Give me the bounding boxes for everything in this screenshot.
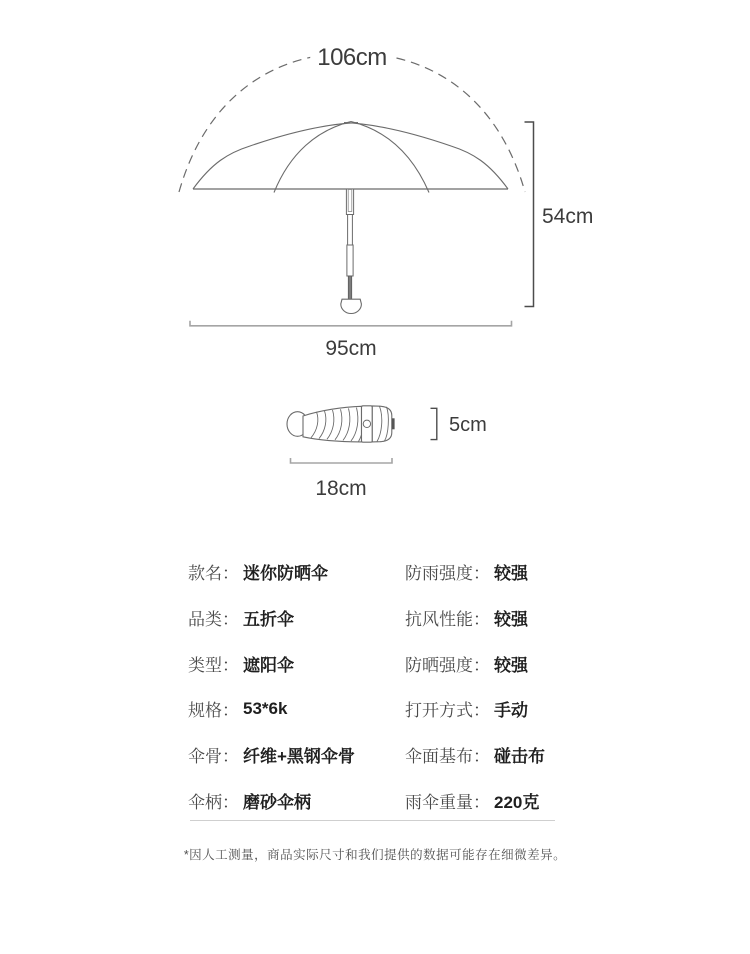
- spec-row-wind-resistance: [405, 595, 605, 641]
- spec-row-fabric: [405, 732, 605, 778]
- shaft-segment-1-inner: [348, 190, 352, 212]
- spec-row-rain-resistance: [405, 549, 605, 595]
- spec-label: 规格：: [188, 701, 239, 721]
- spec-value: 较强: [494, 610, 528, 630]
- spec-list-right: [405, 549, 605, 823]
- spec-value: 53*6k: [243, 698, 288, 718]
- spec-value: 五折伞: [243, 610, 294, 630]
- diameter-95cm-bracket: [190, 321, 512, 326]
- folded-length-18cm-bracket: [291, 458, 393, 463]
- spec-value: 迷你防晒伞: [243, 564, 328, 584]
- shaft-segment-3: [347, 245, 353, 276]
- spec-row-sun-protection: [405, 640, 605, 686]
- folded-height-5cm-bracket: [431, 408, 437, 439]
- spec-row-size: [188, 686, 398, 732]
- spec-row-open-method: [405, 686, 605, 732]
- dim-label-diameter: 95cm: [325, 337, 377, 360]
- spec-label: 防雨强度：: [405, 564, 490, 584]
- spec-row-ribs: [188, 732, 398, 778]
- spec-value: 磨砂伞柄: [243, 792, 311, 812]
- footnote-divider: [190, 820, 555, 821]
- spec-label: 抗风性能：: [405, 610, 490, 630]
- spec-row-category: [188, 595, 398, 641]
- shaft-segment-2: [348, 215, 353, 246]
- dim-label-folded-height: 5cm: [449, 414, 487, 436]
- dim-label-arc-width: 106cm: [310, 46, 394, 70]
- spec-label: 品类：: [188, 610, 239, 630]
- canopy-left-silhouette: [193, 123, 358, 189]
- spec-label: 伞柄：: [188, 792, 239, 812]
- spec-label: 雨伞重量：: [405, 792, 490, 812]
- dim-label-height: 54cm: [542, 205, 594, 228]
- spec-label: 防晒强度：: [405, 655, 490, 675]
- spec-row-type: [188, 640, 398, 686]
- spec-label: 款名：: [188, 564, 239, 584]
- folded-cap-tip: [392, 418, 395, 429]
- spec-value: 较强: [494, 564, 528, 584]
- spec-list-left: [188, 549, 398, 823]
- measurement-footnote: *因人工测量，商品实际尺寸和我们提供的数据可能存在细微差异。: [183, 848, 567, 862]
- spec-value: 较强: [494, 655, 528, 675]
- spec-row-name: [188, 549, 398, 595]
- spec-label: 类型：: [188, 655, 239, 675]
- spec-value: 220克: [494, 792, 540, 812]
- dim-label-folded-length: 18cm: [315, 477, 367, 500]
- spec-row-weight: [405, 777, 605, 823]
- canopy-left-rib: [274, 122, 351, 193]
- spec-label: 伞面基布：: [405, 747, 490, 767]
- spec-value: 碰击布: [494, 747, 545, 767]
- spec-value: 纤维+黑钢伞骨: [243, 747, 355, 767]
- height-54cm-bracket: [525, 122, 534, 307]
- spec-label: 伞骨：: [188, 747, 239, 767]
- spec-row-handle: [188, 777, 398, 823]
- canopy-right-rib: [351, 122, 429, 193]
- folded-strap-button: [363, 420, 370, 427]
- spec-value: 遮阳伞: [243, 655, 294, 675]
- shaft-segment-4-dark: [348, 276, 351, 300]
- umbrella-handle: [341, 299, 362, 313]
- spec-value: 手动: [494, 701, 528, 721]
- canopy-right-silhouette: [344, 123, 508, 189]
- spec-label: 打开方式：: [405, 701, 490, 721]
